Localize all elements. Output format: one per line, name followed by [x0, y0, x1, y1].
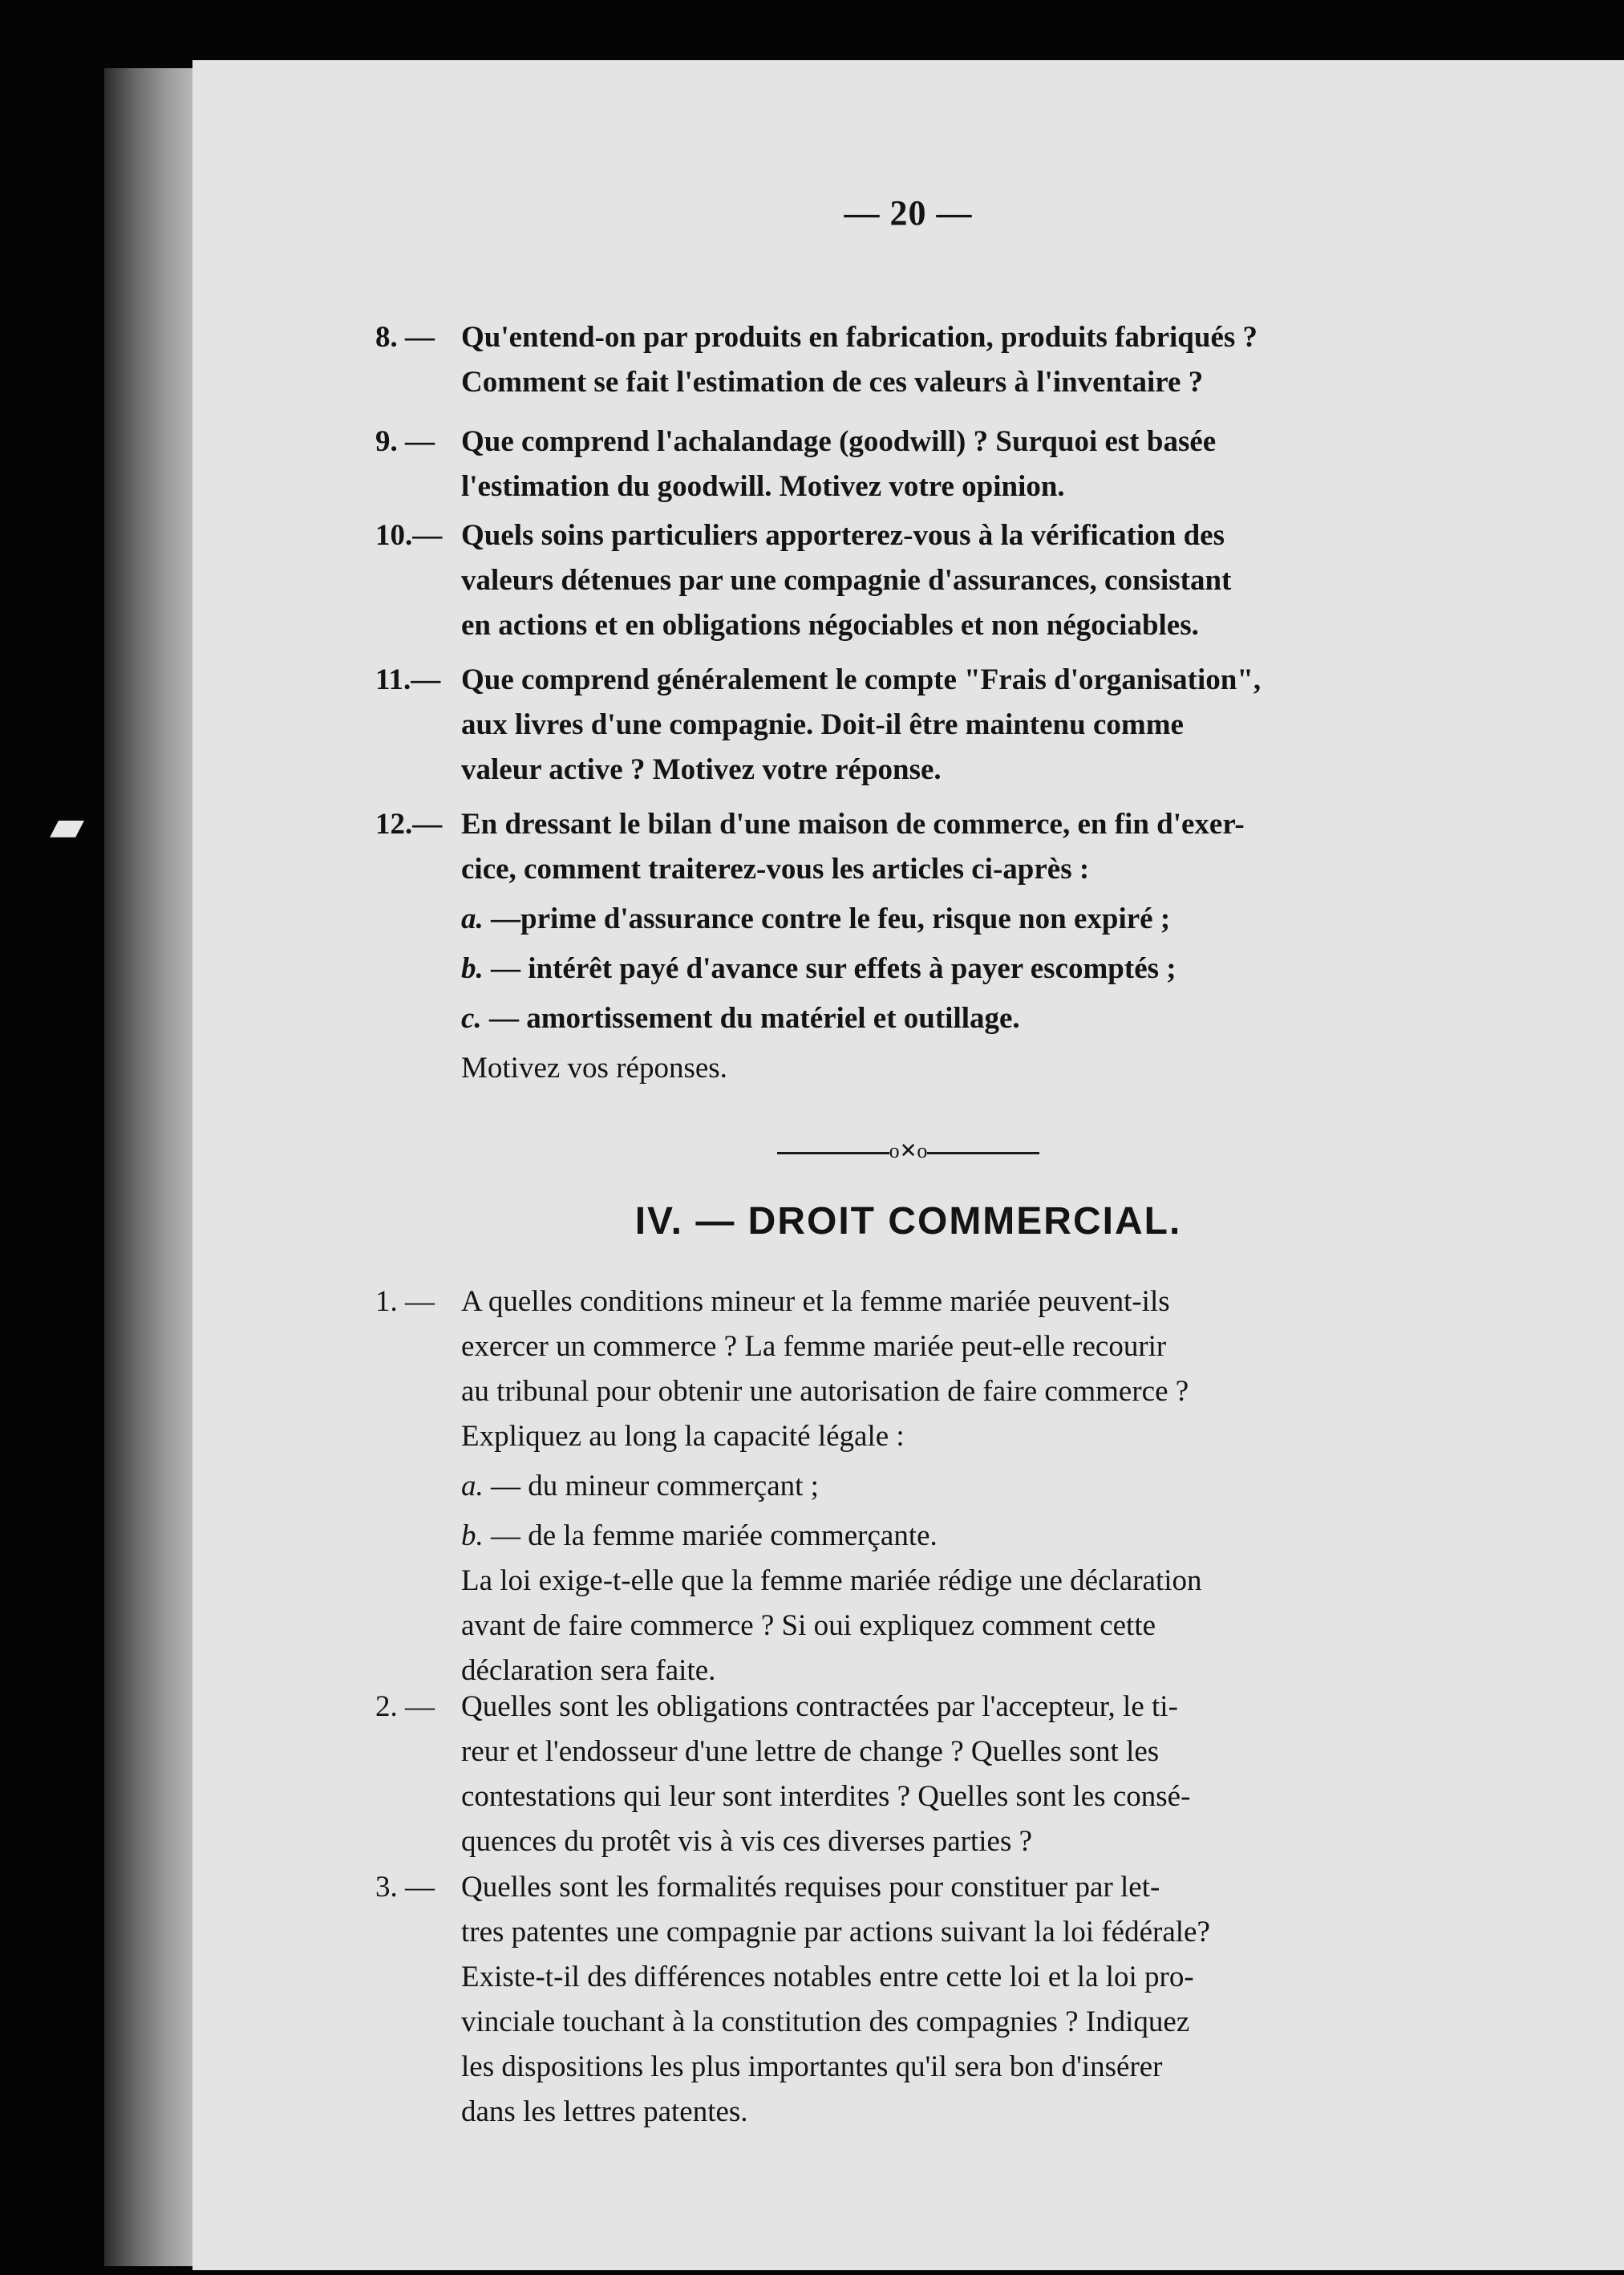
sub-item-b [461, 1514, 1614, 1559]
question-11 [375, 658, 1614, 793]
question-number: 8. — [375, 321, 435, 354]
question-line: valeurs détenues par une compagnie d'assurances, consistant [461, 564, 1232, 597]
sub-item-b [461, 947, 1614, 992]
sub-item-a [461, 897, 1614, 942]
question-line: quences du protêt vis à vis ces diverses parties ? [461, 1825, 1033, 1858]
divider-line [777, 1152, 889, 1154]
question-line: Que comprend généralement le compte "Frais d'organisation", [461, 663, 1262, 696]
question-line: Comment se fait l'estimation de ces valeurs à l'inventaire ? [461, 366, 1204, 399]
question-line: A quelles conditions mineur et la femme mariée peuvent-ils [461, 1285, 1170, 1318]
question-10 [375, 513, 1614, 648]
question-8 [375, 315, 1614, 405]
question-line: Qu'entend-on par produits en fabrication, produits fabriqués ? [461, 321, 1258, 354]
question-number: 12.— [375, 808, 443, 841]
question-closing: Motivez vos réponses. [461, 1052, 727, 1085]
sub-item-text: — de la femme mariée commerçante. [491, 1519, 938, 1552]
page-number: — 20 — [844, 193, 973, 233]
sub-item-text: — du mineur commerçant ; [491, 1470, 819, 1502]
question-9 [375, 420, 1614, 509]
question-number: 11.— [375, 663, 441, 696]
sub-item-c [461, 996, 1614, 1041]
question-line: reur et l'endosseur d'une lettre de change ? Quelles sont les [461, 1735, 1160, 1768]
question-line: La loi exige-t-elle que la femme mariée rédige une déclaration [461, 1564, 1202, 1597]
question-line: aux livres d'une compagnie. Doit-il être maintenu comme [461, 708, 1184, 741]
divider-line [927, 1152, 1039, 1154]
question-number: 3. — [375, 1871, 435, 1904]
question-line: Quelles sont les formalités requises pour constituer par let- [461, 1871, 1160, 1904]
sub-item-text: —prime d'assurance contre le feu, risque non expiré ; [491, 902, 1171, 935]
sub-item-letter: a. [461, 1470, 484, 1502]
question-2 [375, 1685, 1614, 1864]
question-line: Expliquez au long la capacité légale : [461, 1420, 905, 1453]
section-divider [192, 1139, 1624, 1163]
question-line: tres patentes une compagnie par actions suivant la loi fédérale? [461, 1916, 1210, 1949]
question-line: en actions et en obligations négociables et non négociables. [461, 609, 1199, 642]
question-line: dans les lettres patentes. [461, 2095, 748, 2128]
divider-ornament: o✕o [889, 1139, 928, 1162]
question-line: Quels soins particuliers apporterez-vous à la vérification des [461, 519, 1225, 552]
question-1 [375, 1279, 1614, 1693]
question-line: vinciale touchant à la constitution des compagnies ? Indiquez [461, 2005, 1190, 2038]
document-page [192, 60, 1624, 2270]
section-title: IV. — DROIT COMMERCIAL. [634, 1200, 1182, 1243]
question-12 [375, 802, 1614, 1091]
sub-item-text: — amortissement du matériel et outillage. [488, 1002, 1020, 1035]
question-line: Quelles sont les obligations contractées par l'accepteur, le ti- [461, 1690, 1178, 1723]
margin-mark: ▰ [50, 801, 85, 851]
question-line: En dressant le bilan d'une maison de commerce, en fin d'exer- [461, 808, 1245, 841]
question-line: avant de faire commerce ? Si oui expliquez comment cette [461, 1609, 1156, 1642]
question-line: cice, comment traiterez-vous les articles ci-après : [461, 853, 1090, 886]
question-line: exercer un commerce ? La femme mariée peut-elle recourir [461, 1330, 1167, 1363]
question-line: Existe-t-il des différences notables entre cette loi et la loi pro- [461, 1961, 1194, 1993]
sub-item-a [461, 1464, 1614, 1509]
question-line: les dispositions les plus importantes qu'il sera bon d'insérer [461, 2050, 1163, 2083]
question-line: l'estimation du goodwill. Motivez votre opinion. [461, 470, 1065, 503]
question-line: déclaration sera faite. [461, 1654, 716, 1687]
question-number: 9. — [375, 425, 435, 458]
question-number: 2. — [375, 1690, 435, 1723]
question-number: 1. — [375, 1285, 435, 1318]
sub-item-letter: c. [461, 1002, 482, 1035]
sub-item-letter: a. [461, 902, 484, 935]
question-line: Que comprend l'achalandage (goodwill) ? Surquoi est basée [461, 425, 1217, 458]
sub-item-letter: b. [461, 1519, 484, 1552]
question-3 [375, 1865, 1614, 2135]
sub-item-letter: b. [461, 952, 484, 985]
question-line: au tribunal pour obtenir une autorisation de faire commerce ? [461, 1375, 1189, 1408]
sub-item-text: — intérêt payé d'avance sur effets à payer escomptés ; [491, 952, 1176, 985]
question-number: 10.— [375, 519, 443, 552]
question-line: contestations qui leur sont interdites ? Quelles sont les consé- [461, 1780, 1191, 1813]
question-line: valeur active ? Motivez votre réponse. [461, 753, 942, 786]
